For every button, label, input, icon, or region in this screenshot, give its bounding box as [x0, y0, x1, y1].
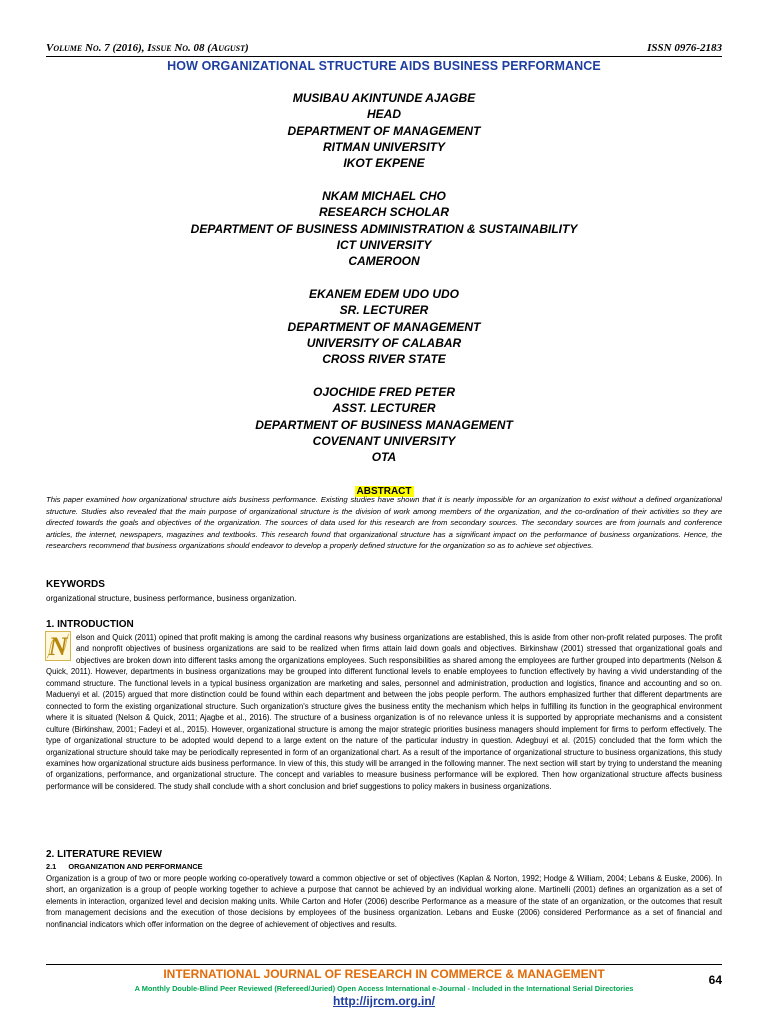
keywords-text: organizational structure, business performance, business organization.: [46, 594, 297, 603]
author-department: DEPARTMENT OF BUSINESS ADMINISTRATION & SUSTAINABILITY: [190, 221, 578, 236]
author-name: OJOCHIDE FRED PETER: [312, 384, 456, 399]
header-rule: [46, 56, 722, 57]
keywords-heading: KEYWORDS: [46, 579, 105, 590]
author-position: HEAD: [366, 107, 401, 122]
abstract-text: This paper examined how organizational structure aids business performance. Existing studies have shown that it is nearly impossible for an organization to exist without a defined organizational structure. Studies also revealed that the main purpose of organizational structure is the division of work among members of the organization, and the co-ordination of their activities so they are directed towards the goals and objectives of the organization. The sources of data used for this research are from secondary sources. The secondary sources are from journals and conference articles, the internet, newspapers, magazines and textbooks. This research found that organizational structure has a significant impact on the performance of business organizations. Hence, the researchers recommend that business organizations should endeavor to develop a properly defined structure for the organization so as to achieve set objectives.: [46, 495, 722, 551]
author-institution: RITMAN UNIVERSITY: [322, 139, 445, 154]
author-location: CAMEROON: [348, 254, 420, 269]
subsection-number: 2.1: [46, 862, 57, 871]
subsection-title: ORGANIZATION AND PERFORMANCE: [68, 862, 203, 871]
dropcap-letter: N: [48, 632, 68, 661]
abstract-label: ABSTRACT: [356, 486, 412, 497]
paper-title: HOW ORGANIZATIONAL STRUCTURE AIDS BUSINESS PERFORMANCE: [167, 59, 601, 73]
author-institution: UNIVERSITY OF CALABAR: [306, 335, 462, 350]
author-institution: COVENANT UNIVERSITY: [312, 433, 456, 448]
author-position: SR. LECTURER: [339, 303, 429, 318]
author-position: RESEARCH SCHOLAR: [318, 205, 449, 220]
journal-subtitle: A Monthly Double-Blind Peer Reviewed (Refereed/Juried) Open Access International e-Journal - Included in the International Serial Directories: [134, 984, 634, 993]
author-position: ASST. LECTURER: [332, 401, 436, 416]
journal-page: [46, 0, 722, 1024]
running-head: [46, 42, 722, 56]
page-number: 64: [708, 973, 722, 987]
introduction-body: [46, 632, 722, 792]
author-block: [46, 188, 722, 269]
author-block: [46, 90, 722, 171]
footer-rule: [46, 964, 722, 965]
author-name: EKANEM EDEM UDO UDO: [308, 286, 459, 301]
issn: ISSN 0976-2183: [647, 42, 722, 54]
author-department: DEPARTMENT OF BUSINESS MANAGEMENT: [255, 417, 513, 432]
dropcap-ornament: [45, 631, 71, 661]
literature-text: Organization is a group of two or more people working co-operatively toward a common objective or set of objectives (Kaplan & Norton, 1992; Hodge & William, 2004; Lebans & Euske, 2006). In short, an organization is a group of people working together to achieve a purpose that cannot be achieved by an individual working alone. Martinelli (2001) defines an organization as a set of elements in interaction, organized level and decision making units. While Carton and Hofer (2006) describe Performance as a measure of the state of an organization, or the outcomes that result from management decisions and the execution of those decisions by employees of the business organization. Lebans and Euske (2006) considered Performance as a set of financial and nonfinancial indicators which offer information on the degree of achievement of objectives and results.: [46, 874, 722, 929]
author-block: [46, 384, 722, 465]
author-name: MUSIBAU AKINTUNDE AJAGBE: [292, 91, 476, 105]
introduction-text: elson and Quick (2011) opined that profit making is among the cardinal reasons why business organizations are established, this is aside from other non-profit related purposes. The profit and nonprofit objectives of business organizations are said to be realized when firms attain laid down goals and objectives. Birkinshaw (2001) stressed that organizational goals and objectives are broken down into different tasks among the organizations employees. Such responsibilities as shared among the employees are further grouped into departments (Nelson & Quick, 2011). However, departments in business organizations may be grouped into different functional levels to enable employees to function effectively by having a vivid understanding of the command structure. The functional levels in a typical business organization are marketing and sales, personnel and administration, production and logistics, finance and accounting and so on. Maduenyi et al. (2015) argued that more distinction could be found within each department and between the jobs people perform. The authors emphasized further that different departments are connected to form the existing organizational structure. Such organization's structure gives the business entity the mechanism which helps in fulfilling its function in the geographical environment where it is situated (Nelson & Quick, 2011; Ajagbe et al., 2016). The structure of a business organization is of no relevance unless it is supported by appropriate mechanisms and a consistent culture (Birkinshaw, 2001; Fadeyi et al., 2015). However, organizational structure is among the major strategic priorities business managers should implement for firms to perform effectively. The type of organizational structure to be adopted would depend to a large extent on the nature of the particular industry in question. Adegbuyi et al. (2015) concluded that the form which the organizational structure should take may be periodically represented in form of an organizational chart. As a result of the importance of organizational structure to business organizations, this study examines how organizational structure aids business performance. In view of this, this study will be arranged in the following manner. The next section will start by trying to understand the meaning of organizations, performance, and organizational structure. The concept and variables to measure business performance will be explored. Then how organizational structure affects business performance will be considered. The study shall conclude with a short conclusion and brief suggestions to policy makers in business organizations.: [46, 633, 722, 791]
journal-url-link[interactable]: http://ijrcm.org.in/: [333, 994, 435, 1008]
author-institution: ICT UNIVERSITY: [336, 237, 432, 252]
author-location: CROSS RIVER STATE: [322, 352, 446, 367]
author-department: DEPARTMENT OF MANAGEMENT: [287, 123, 481, 138]
author-location: OTA: [371, 450, 397, 465]
author-list: [46, 90, 722, 482]
author-name: NKAM MICHAEL CHO: [322, 188, 446, 203]
author-location: IKOT EKPENE: [343, 156, 425, 171]
author-block: [46, 286, 722, 367]
literature-heading: 2. LITERATURE REVIEW: [46, 849, 162, 860]
journal-name: INTERNATIONAL JOURNAL OF RESEARCH IN COMMERCE & MANAGEMENT: [163, 967, 605, 981]
literature-subheading: [46, 862, 203, 871]
volume-issue: Volume No. 7 (2016), Issue No. 08 (August): [46, 42, 249, 54]
introduction-heading: 1. INTRODUCTION: [46, 619, 134, 630]
author-department: DEPARTMENT OF MANAGEMENT: [287, 319, 481, 334]
